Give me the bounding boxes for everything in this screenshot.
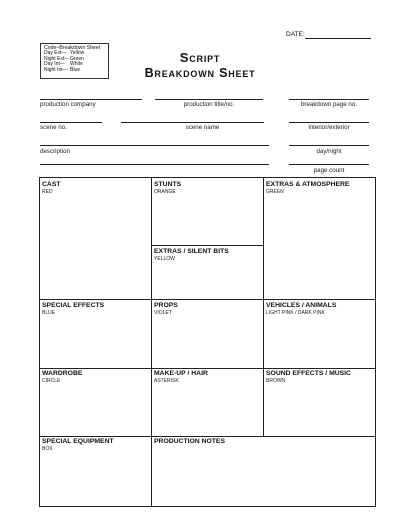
special-effects-area[interactable] xyxy=(40,317,150,365)
production-notes-area[interactable] xyxy=(151,449,374,505)
description-label: description xyxy=(40,148,70,155)
code-row: Day Ext— Yellow xyxy=(44,50,85,56)
breakdown-page-label: breakdown page no. xyxy=(300,101,358,108)
code-row: Day Int— White xyxy=(44,61,83,68)
day-night-field[interactable] xyxy=(289,145,369,146)
props-area[interactable] xyxy=(151,317,262,365)
description-field-line2[interactable] xyxy=(40,164,269,165)
scene-name-field[interactable] xyxy=(121,122,264,123)
extras-atmosphere-heading: EXTRAS & ATMOSPHERE xyxy=(266,181,350,188)
vehicles-animals-area[interactable] xyxy=(263,317,374,365)
cast-code: RED xyxy=(42,189,53,195)
makeup-hair-area[interactable] xyxy=(151,385,262,433)
makeup-hair-heading: MAKE-UP / HAIR xyxy=(154,370,208,377)
grid-divider xyxy=(40,299,375,300)
sound-effects-music-area[interactable] xyxy=(263,385,374,433)
sound-effects-music-code: BROWN xyxy=(266,378,286,384)
special-effects-heading: SPECIAL EFFECTS xyxy=(42,302,105,309)
special-equipment-code: BOX xyxy=(42,446,53,452)
grid-divider xyxy=(40,436,375,437)
stunts-code: ORANGE xyxy=(154,189,176,195)
page-count-label: page count xyxy=(313,167,345,174)
scene-no-field[interactable] xyxy=(40,122,102,123)
props-heading: PROPS xyxy=(154,302,178,309)
extras-silent-heading: EXTRAS / SILENT BITS xyxy=(154,248,229,255)
extras-silent-code: YELLOW xyxy=(154,256,175,262)
extras-atmosphere-area[interactable] xyxy=(263,196,374,296)
page-title-line1: Script xyxy=(179,50,221,65)
code-legend-title: Code–Breakdown Sheet xyxy=(44,45,101,51)
sound-effects-music-heading: SOUND EFFECTS / MUSIC xyxy=(266,370,351,377)
description-field[interactable] xyxy=(40,145,269,146)
interior-exterior-field[interactable] xyxy=(289,122,369,123)
interior-exterior-label: interior/exterior xyxy=(308,124,350,131)
date-field[interactable] xyxy=(305,38,371,39)
wardrobe-area[interactable] xyxy=(40,385,150,433)
production-notes-heading: PRODUCTION NOTES xyxy=(154,438,225,445)
grid-divider xyxy=(40,368,375,369)
vehicles-animals-code: LIGHT PINK / DARK PINK xyxy=(266,310,325,316)
props-code: VIOLET xyxy=(154,310,172,316)
page-count-field[interactable] xyxy=(289,164,369,165)
date-label: DATE: xyxy=(286,31,305,38)
code-legend xyxy=(40,43,109,79)
day-night-label: day/night xyxy=(316,148,342,155)
production-company-field[interactable] xyxy=(40,99,142,100)
code-row: Night Ext— Green xyxy=(44,55,84,62)
grid-divider xyxy=(151,245,263,246)
code-row: Night Int— Blue xyxy=(44,66,81,73)
special-equipment-heading: SPECIAL EQUIPMENT xyxy=(42,438,114,445)
wardrobe-heading: WARDROBE xyxy=(42,370,83,377)
production-title-label: production title/no. xyxy=(183,101,235,108)
cast-heading: CAST xyxy=(42,181,61,188)
stunts-area[interactable] xyxy=(151,196,262,242)
production-title-field[interactable] xyxy=(155,99,263,100)
wardrobe-code: CIRCLE xyxy=(42,378,61,384)
special-effects-code: BLUE xyxy=(42,310,56,316)
production-company-label: production company xyxy=(40,101,96,108)
stunts-heading: STUNTS xyxy=(154,181,182,188)
scene-name-label: scene name xyxy=(185,124,220,131)
makeup-hair-code: ASTERISK xyxy=(154,378,179,384)
page-title-line2: Breakdown Sheet xyxy=(144,66,256,80)
extras-atmosphere-code: GREEN xyxy=(266,189,284,195)
extras-silent-area[interactable] xyxy=(151,263,262,297)
vehicles-animals-heading: VEHICLES / ANIMALS xyxy=(266,302,337,309)
scene-no-label: scene no. xyxy=(40,124,67,131)
breakdown-page-field[interactable] xyxy=(289,99,369,100)
special-equipment-area[interactable] xyxy=(40,453,150,505)
cast-area[interactable] xyxy=(40,196,150,296)
